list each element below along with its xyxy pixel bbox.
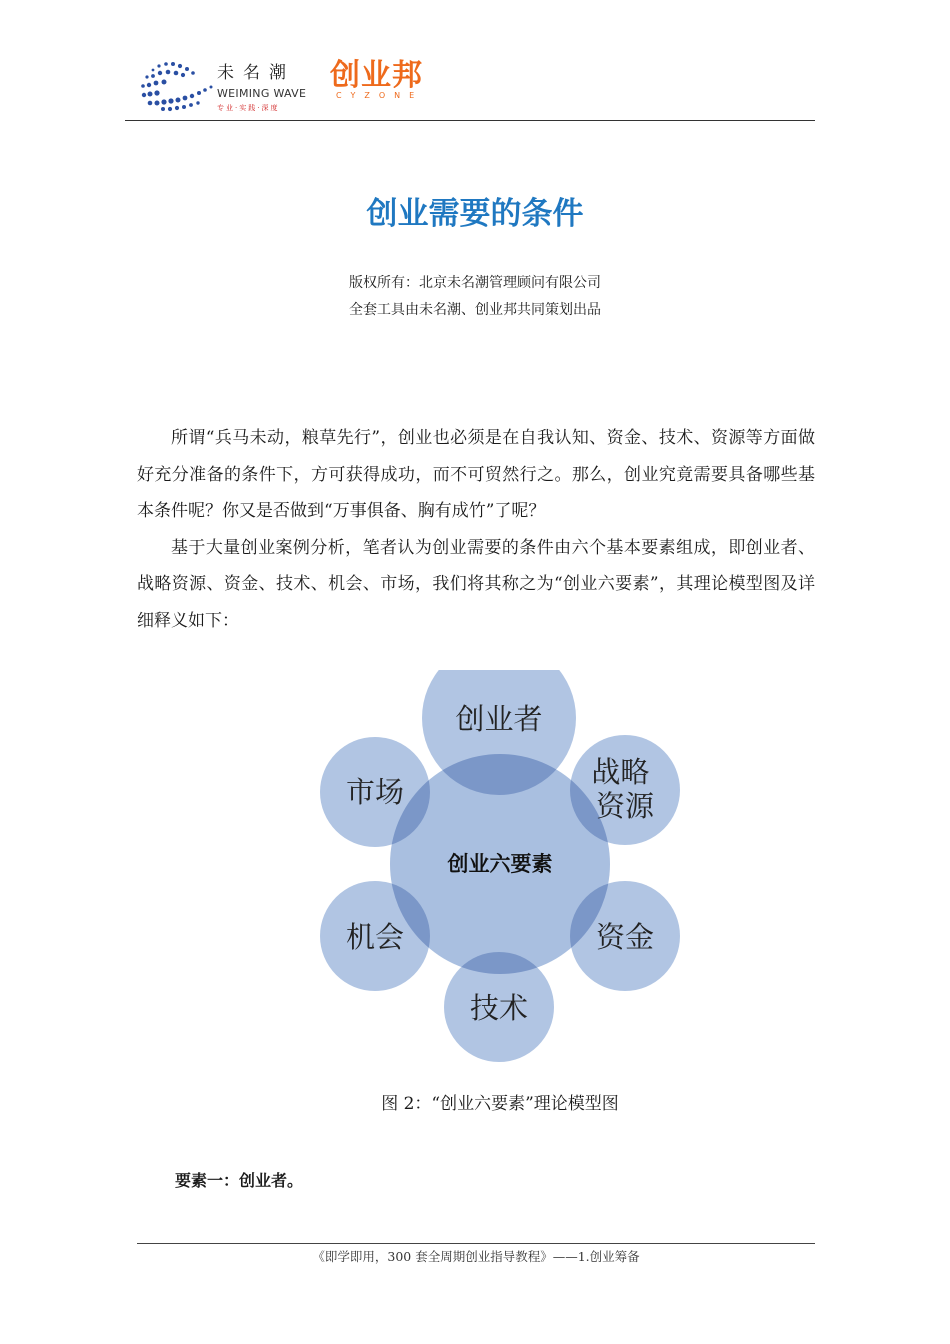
copyright-block (0, 270, 950, 324)
label-strategic-resources: 战略 资源 (591, 755, 655, 823)
page-title: 创业需要的条件 (366, 196, 584, 232)
weiming-wave-wordmark (217, 58, 306, 113)
label-opportunity: 机会 (345, 920, 405, 954)
cyzone-logo (330, 60, 423, 100)
figure-caption: 图 2：“创业六要素”理论模型图 (381, 1094, 619, 1114)
paragraph: 所谓“兵马未动，粮草先行”，创业也必须是在自我认知、资金、技术、资源等方面做好充分准备的条件下，方可获得成功，而不可贸然行之。那么，创业究竟需要具备哪些基本条件呢？你又是否做到“万事俱备、胸有成竹”了呢？ (137, 428, 815, 521)
center-label: 创业六要素 (447, 852, 553, 876)
weiming-name-en: WEIMING WAVE (217, 87, 307, 100)
page-footer: 《即学即用，300 套全周期创业指导教程》——1.创业筹备 (137, 1243, 815, 1265)
paragraph: 基于大量创业案例分析，笔者认为创业需要的条件由六个基本要素组成，即创业者、战略资源、资金、技术、机会、市场，我们将其称之为“创业六要素”，其理论模型图及详细释义如下： (137, 537, 815, 631)
weiming-slogan: 专业·实践·深度 (217, 104, 280, 112)
body-text (137, 420, 815, 639)
weiming-name-cn: 未名潮 (217, 63, 295, 83)
label-entrepreneur: 创业者 (455, 702, 543, 736)
page-header (125, 50, 815, 121)
section-heading: 要素一：创业者。 (175, 1171, 304, 1190)
label-capital: 资金 (595, 920, 655, 954)
label-market: 市场 (345, 775, 405, 809)
copyright-line: 版权所有：北京未名潮管理顾问有限公司 (349, 275, 601, 291)
six-elements-diagram (290, 670, 710, 1070)
weiming-wave-logo-icon (133, 56, 223, 114)
credits-line: 全套工具由未名潮、创业邦共同策划出品 (349, 302, 601, 318)
label-technology: 技术 (469, 991, 529, 1025)
cyzone-name-en: CYZONE (336, 91, 424, 100)
cyzone-name-cn: 创业邦 (330, 58, 423, 93)
